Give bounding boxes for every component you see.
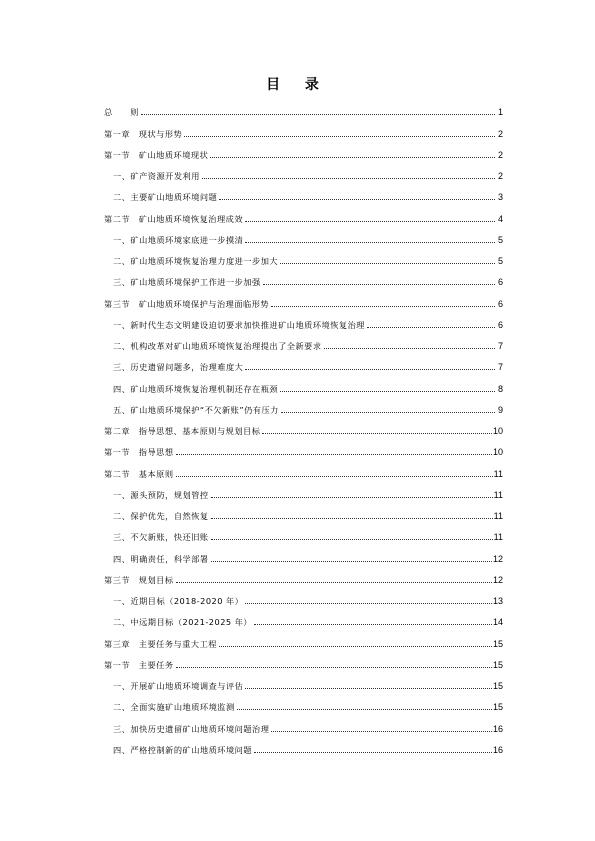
toc-entry-page-number: 8 xyxy=(497,383,503,394)
table-of-contents xyxy=(104,96,503,755)
toc-dot-leader xyxy=(271,305,495,307)
toc-entry-page-number: 5 xyxy=(497,256,503,266)
toc-entry[interactable] xyxy=(104,585,503,606)
toc-entry[interactable] xyxy=(104,224,503,245)
toc-entry-text: 一、近期目标（2018-2020 年） xyxy=(113,596,244,606)
toc-entry-text: 第二节 基本原则 xyxy=(104,468,174,479)
toc-entry[interactable] xyxy=(104,691,503,712)
toc-entry-page-number: 2 xyxy=(497,149,503,160)
toc-entry-page-number: 7 xyxy=(497,362,503,373)
toc-entry[interactable] xyxy=(104,309,503,330)
toc-entry-page-number: 2 xyxy=(497,171,503,181)
toc-title: 目 录 xyxy=(266,77,329,93)
toc-entry-text: 一、开展矿山地质环境调查与评估 xyxy=(113,681,244,691)
toc-dot-leader xyxy=(141,113,495,115)
toc-entry-page-number: 11 xyxy=(493,489,503,500)
toc-entry-text: 一、新时代生态文明建设迫切要求加快推进矿山地质环境恢复治理 xyxy=(113,319,365,330)
toc-dot-leader xyxy=(210,156,495,158)
toc-entry[interactable] xyxy=(104,500,503,521)
toc-entry[interactable] xyxy=(104,160,503,181)
toc-entry-text: 第一节 指导思想 xyxy=(104,447,174,458)
toc-entry-text: 一、矿山地质环境家底进一步摸清 xyxy=(113,234,244,245)
toc-dot-leader xyxy=(262,432,492,434)
toc-entry-text: 五、矿山地质环境保护“不欠新账”仍有压力 xyxy=(113,404,279,415)
toc-dot-leader xyxy=(367,326,495,328)
toc-entry-text: 一、矿产资源开发利用 xyxy=(113,171,200,181)
toc-entry[interactable] xyxy=(104,542,503,563)
toc-entry-page-number: 16 xyxy=(492,723,503,734)
toc-dot-leader xyxy=(176,475,493,477)
toc-entry-page-number: 10 xyxy=(492,426,503,436)
toc-entry-text: 二、中远期目标（2021-2025 年） xyxy=(113,617,253,628)
toc-entry-page-number: 1 xyxy=(497,107,503,118)
toc-dot-leader xyxy=(271,730,492,732)
toc-entry-text: 四、明确责任，科学部署 xyxy=(113,553,209,564)
toc-entry[interactable] xyxy=(104,117,503,138)
toc-entry[interactable] xyxy=(104,564,503,585)
toc-entry[interactable] xyxy=(104,436,503,457)
toc-dot-leader xyxy=(211,538,493,540)
toc-entry-text: 第一节 主要任务 xyxy=(104,659,174,670)
toc-dot-leader xyxy=(176,666,492,668)
toc-entry[interactable] xyxy=(104,521,503,542)
toc-entry[interactable] xyxy=(104,394,503,415)
toc-dot-leader xyxy=(211,517,493,519)
toc-entry-page-number: 6 xyxy=(497,298,503,309)
toc-dot-leader xyxy=(219,198,495,200)
toc-entry[interactable] xyxy=(104,245,503,266)
toc-dot-leader xyxy=(254,623,492,625)
toc-entry[interactable] xyxy=(104,606,503,627)
toc-entry-page-number: 15 xyxy=(492,681,503,691)
toc-entry-page-number: 11 xyxy=(493,532,503,543)
toc-entry-text: 二、保护优先，自然恢复 xyxy=(113,511,209,521)
toc-entry-text: 第一章 现状与形势 xyxy=(104,128,183,139)
toc-dot-leader xyxy=(254,751,492,753)
toc-entry-text: 二、机构改革对矿山地质环境恢复治理提出了全新要求 xyxy=(113,341,322,351)
toc-entry[interactable] xyxy=(104,202,503,223)
toc-entry-text: 第三节 矿山地质环境保护与治理面临形势 xyxy=(104,298,270,309)
toc-entry-page-number: 4 xyxy=(497,213,503,224)
toc-dot-leader xyxy=(281,411,495,413)
toc-entry-text: 三、矿山地质环境保护工作进一步加强 xyxy=(113,277,261,288)
toc-dot-leader xyxy=(184,135,495,137)
toc-dot-leader xyxy=(280,262,495,264)
toc-entry-page-number: 15 xyxy=(492,702,503,713)
toc-entry[interactable] xyxy=(104,457,503,478)
toc-entry[interactable] xyxy=(104,670,503,691)
toc-dot-leader xyxy=(202,177,495,179)
toc-entry-text: 三、历史遗留问题多，治理难度大 xyxy=(113,362,244,373)
toc-dot-leader xyxy=(245,220,495,222)
toc-entry-page-number: 13 xyxy=(492,596,503,606)
toc-entry-page-number: 10 xyxy=(492,447,503,458)
toc-dot-leader xyxy=(245,602,492,604)
toc-dot-leader xyxy=(219,645,492,647)
toc-entry-page-number: 5 xyxy=(497,234,503,245)
toc-entry-page-number: 12 xyxy=(492,553,503,564)
toc-entry[interactable] xyxy=(104,649,503,670)
toc-dot-leader xyxy=(176,581,492,583)
toc-entry-page-number: 9 xyxy=(497,404,503,415)
toc-dot-leader xyxy=(176,453,492,455)
toc-entry[interactable] xyxy=(104,139,503,160)
toc-entry-page-number: 11 xyxy=(493,511,503,521)
toc-entry-page-number: 11 xyxy=(493,468,503,479)
toc-entry-page-number: 6 xyxy=(497,277,503,288)
toc-entry-page-number: 12 xyxy=(492,574,503,585)
toc-entry[interactable] xyxy=(104,96,503,117)
toc-entry-text: 三、不欠新账，快还旧账 xyxy=(113,532,209,543)
toc-dot-leader xyxy=(211,496,493,498)
toc-entry-page-number: 16 xyxy=(492,744,503,755)
toc-entry-text: 第二节 矿山地质环境恢复治理成效 xyxy=(104,213,244,224)
toc-entry[interactable] xyxy=(104,415,503,436)
toc-entry-text: 第三章 主要任务与重大工程 xyxy=(104,638,217,649)
toc-entry-text: 总 则 xyxy=(104,107,139,118)
toc-entry-page-number: 3 xyxy=(497,192,503,203)
toc-entry-text: 四、矿山地质环境恢复治理机制还存在瓶颈 xyxy=(113,383,279,394)
toc-dot-leader xyxy=(245,368,495,370)
toc-dot-leader xyxy=(324,347,495,349)
toc-entry-text: 二、主要矿山地质环境问题 xyxy=(113,192,218,203)
toc-entry-page-number: 14 xyxy=(492,617,503,628)
toc-entry-text: 三、加快历史遗留矿山地质环境问题治理 xyxy=(113,723,270,734)
toc-entry-page-number: 6 xyxy=(497,319,503,330)
toc-entry[interactable] xyxy=(104,181,503,202)
toc-entry[interactable] xyxy=(104,734,503,755)
toc-entry-text: 四、严格控制新的矿山地质环境问题 xyxy=(113,744,253,755)
toc-entry[interactable] xyxy=(104,330,503,351)
toc-entry-text: 二、全面实施矿山地质环境监测 xyxy=(113,702,235,713)
toc-entry[interactable] xyxy=(104,351,503,372)
toc-entry-page-number: 15 xyxy=(492,638,503,649)
toc-dot-leader xyxy=(263,283,495,285)
toc-dot-leader xyxy=(280,390,495,392)
toc-dot-leader xyxy=(237,708,492,710)
toc-dot-leader xyxy=(245,687,492,689)
toc-entry-page-number: 7 xyxy=(497,341,503,351)
toc-dot-leader xyxy=(211,560,492,562)
toc-entry[interactable] xyxy=(104,266,503,287)
toc-entry[interactable] xyxy=(104,287,503,308)
toc-entry-text: 第二章 指导思想、基本原则与规划目标 xyxy=(104,426,261,436)
toc-entry[interactable] xyxy=(104,372,503,393)
toc-entry-text: 第一节 矿山地质环境现状 xyxy=(104,149,209,160)
toc-entry[interactable] xyxy=(104,712,503,733)
toc-entry-page-number: 2 xyxy=(497,128,503,139)
toc-entry-page-number: 15 xyxy=(492,659,503,670)
toc-entry-text: 二、矿山地质环境恢复治理力度进一步加大 xyxy=(113,256,279,266)
toc-entry[interactable] xyxy=(104,479,503,500)
toc-entry-text: 第三节 规划目标 xyxy=(104,574,174,585)
toc-dot-leader xyxy=(245,241,495,243)
toc-entry-text: 一、源头预防，规划管控 xyxy=(113,489,209,500)
toc-entry[interactable] xyxy=(104,627,503,648)
